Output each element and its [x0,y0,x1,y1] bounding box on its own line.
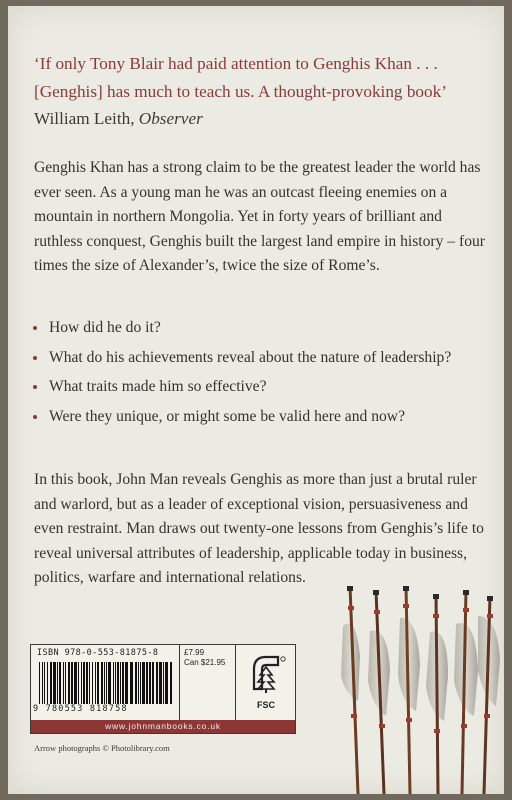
barcode-bar [78,662,79,704]
isbn-text: ISBN 978-0-553-81875-8 [37,648,159,658]
barcode-digits: 9 780553 818758 [33,704,128,714]
price-panel [179,645,235,720]
barcode-bar [47,662,48,704]
list-item [30,346,470,370]
barcode-bar [42,662,43,704]
barcode-panel [30,644,296,734]
barcode-bar [165,662,168,704]
barcode-bar [156,662,158,704]
barcode-bar [83,662,85,704]
barcode-bar [142,662,145,704]
fsc-tree-logo-icon [236,645,296,701]
barcode-bar [149,662,151,704]
quote-attribution [34,105,484,133]
arrows-photo-icon [338,586,504,794]
barcode-bar [63,662,64,704]
barcode-bar [117,662,119,704]
list-item-text: What traits made him so effective? [49,378,267,395]
question-list [30,316,470,434]
barcode-icon [37,662,175,704]
barcode-bar [115,662,116,704]
back-cover [8,6,504,794]
barcode-bar [86,662,88,704]
fsc-panel [235,645,296,720]
barcode-bar [152,662,154,704]
barcode-bar [74,662,77,704]
barcode-bar [57,662,58,704]
barcode-bar [106,662,107,704]
barcode-bar [68,662,70,704]
list-item-text: What do his achievements reveal about the nature of leadership? [49,348,452,366]
barcode-bar [108,662,111,704]
photo-credit: Arrow photographs © Photolibrary.com [34,743,170,753]
list-item [30,316,470,340]
blurb-paragraph-2: In this book, John Man reveals Genghis as more than just a brutal ruler and warlord, but as a leader of exceptional vision, persuasiveness and even restraint. Man draws out twenty-one lessons from Genghis’s life to reveal universal attributes of leadership, applicable today in business, politics, warfare and international relations. [34,471,484,587]
barcode-bar [92,662,93,704]
barcode-bar [130,662,133,704]
barcode-bar [65,662,66,704]
barcode-bar [59,662,61,704]
barcode-bar [81,662,82,704]
barcode-bar [39,662,40,704]
barcode-bar [159,662,162,704]
barcode-bar [95,662,96,704]
barcode-bar [163,662,164,704]
barcode-bar [50,662,52,704]
barcode-bar [71,662,73,704]
quote-source: Observer [138,109,203,128]
list-item-text: How did he do it? [49,319,161,336]
barcode-bar [138,662,139,704]
barcode-bar [101,662,103,704]
review-quote [34,50,484,133]
barcode-bar [97,662,99,704]
website-url: www.johnmanbooks.co.uk [31,720,295,733]
barcode-bar [53,662,56,704]
barcode-bar [170,662,172,704]
barcode-bar [113,662,114,704]
blurb-paragraph-1: Genghis Khan has a strong claim to be the greatest leader the world has ever seen. As a young man he was an outcast fleeing enemies on a mountain in northern Mongolia. Yet in forty years of brilliant and ruthless conquest, Genghis built the largest land empire in history – four times the size of Alexander’s, twice the size of Rome’s. [34,159,485,275]
bullet-icon [33,356,37,360]
barcode-bar [125,662,128,704]
barcode-bar [104,662,105,704]
barcode-bar [140,662,141,704]
list-item [30,405,470,429]
price-canada: Can $21.95 [184,658,226,667]
barcode-bar [44,662,45,704]
quote-line-2: [Genghis] has much to teach us. A thought-provoking book’ [34,81,447,101]
barcode-bar [89,662,90,704]
barcode-bar [135,662,137,704]
list-item [30,375,470,399]
list-item-text: Were they unique, or might some be valid here and now? [49,407,405,425]
bullet-icon [33,326,37,330]
barcode-bar [122,662,124,704]
fsc-label: FSC [257,700,275,710]
quote-author: William Leith, [34,109,139,128]
barcode-bar [146,662,148,704]
quote-line-1: ‘If only Tony Blair had paid attention to Genghis Khan . . . [34,54,438,73]
price-uk: £7.99 [184,648,205,657]
bullet-icon [33,385,37,389]
bullet-icon [33,415,37,419]
barcode-bar [120,662,121,704]
